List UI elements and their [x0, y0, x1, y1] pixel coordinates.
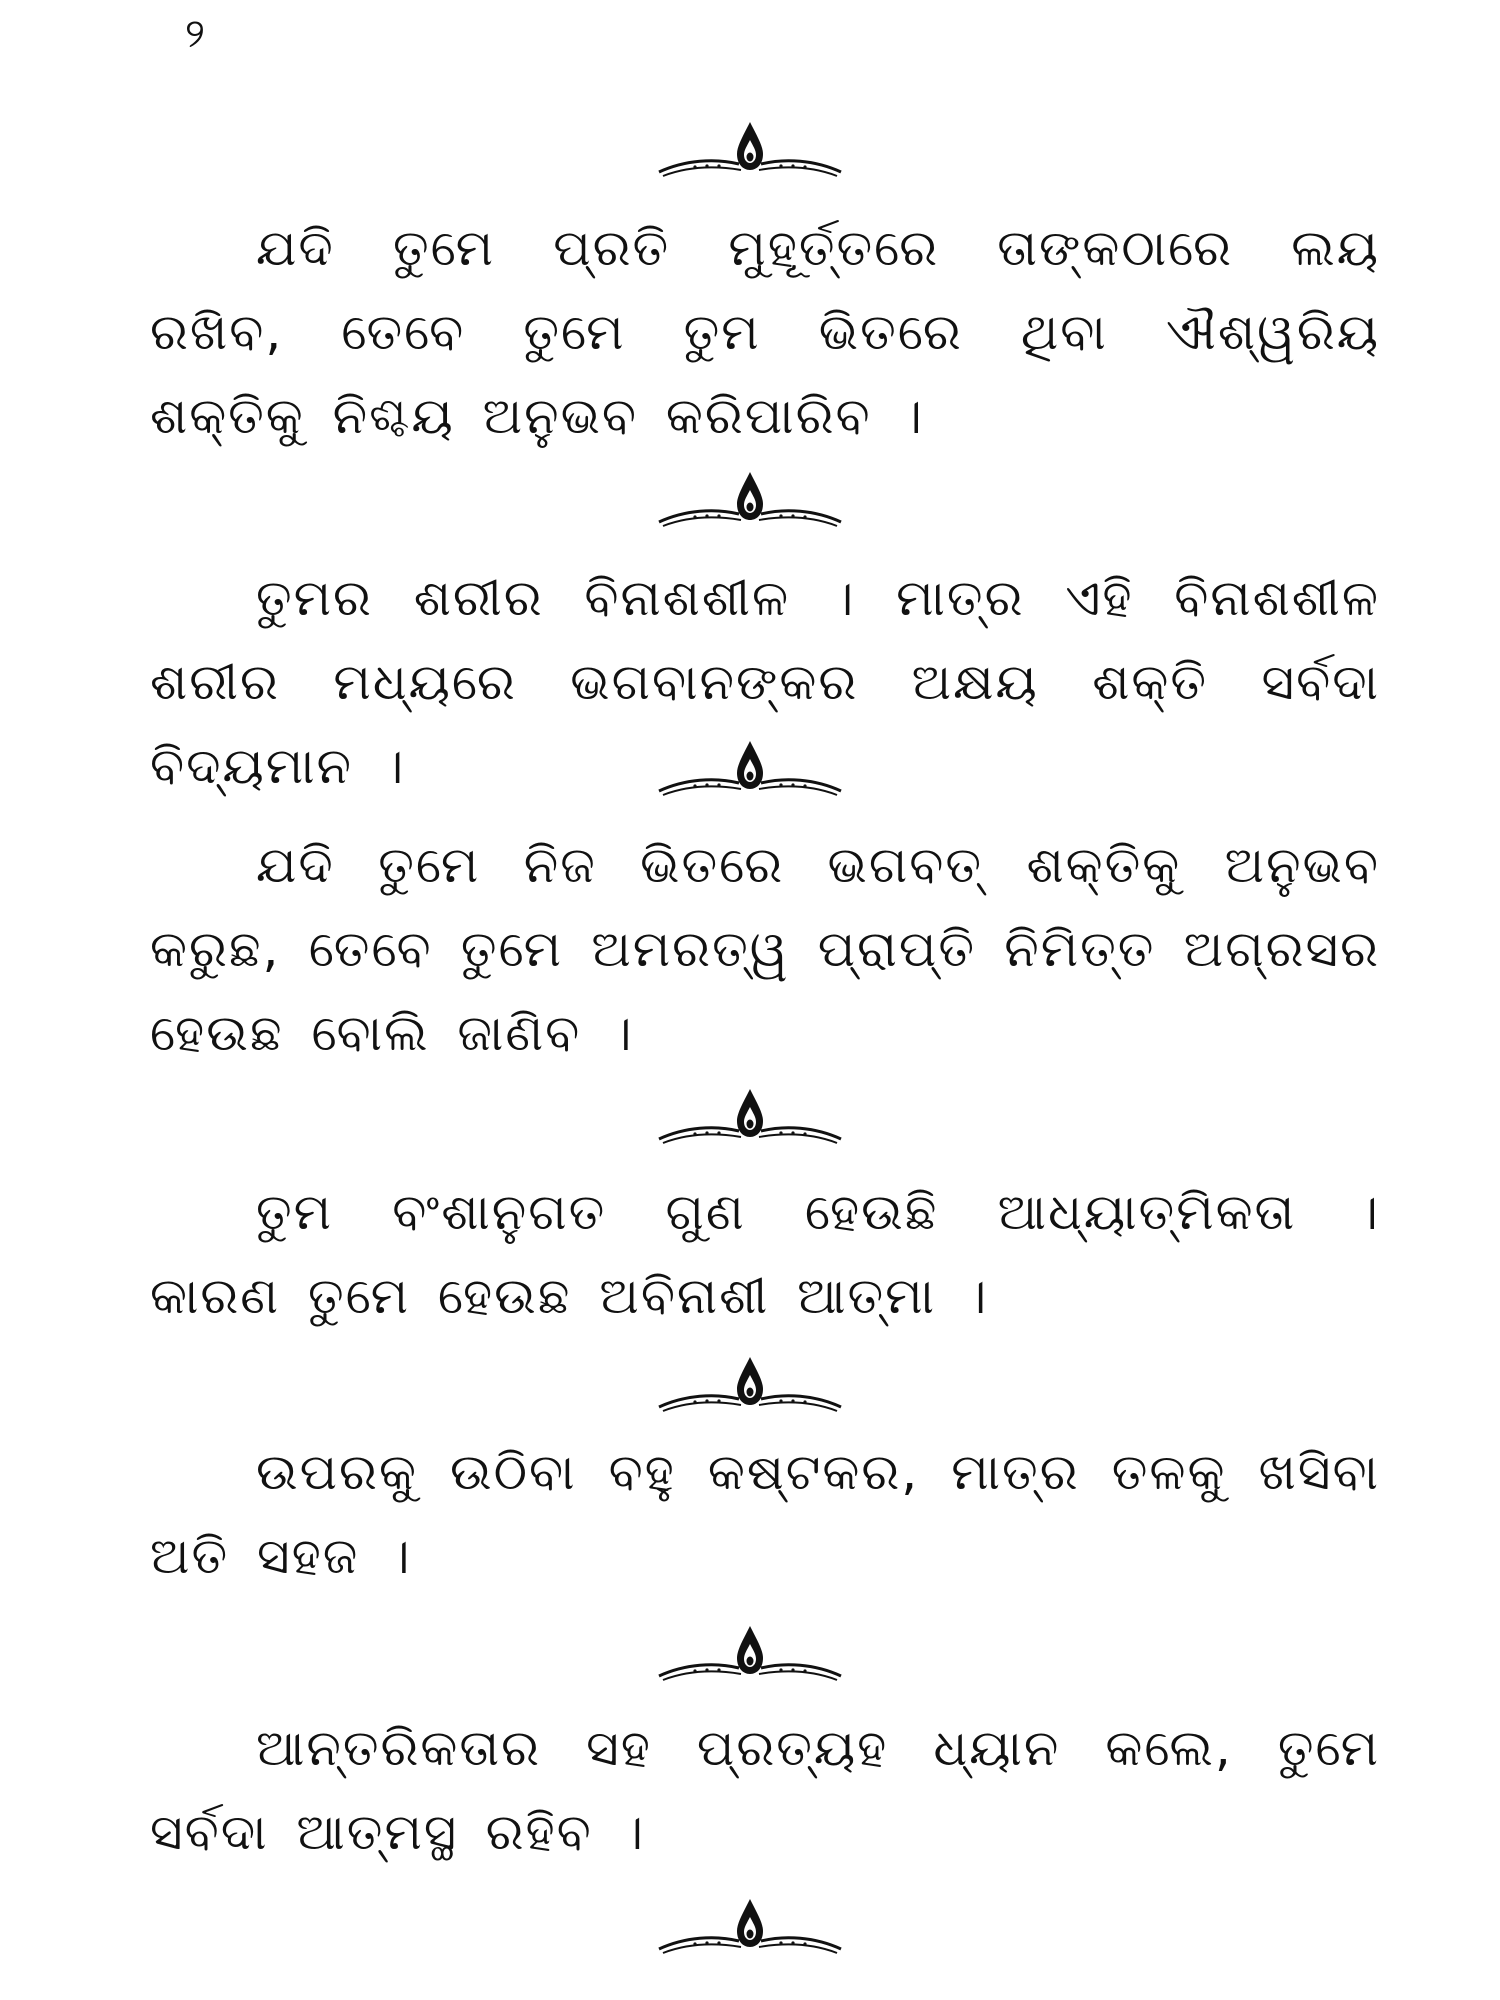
- ornament-divider-4: [0, 1085, 1500, 1157]
- paragraph-4: ତୁମ ବଂଶାନୁଗତ ଗୁଣ ହେଉଛି ଆଧ୍ୟାତ୍ମିକତା । କାରଣ ତୁମେ ହେଉଛ ଅବିନାଶୀ ଆତ୍ମା ।: [150, 1183, 1380, 1325]
- flourish-icon: [655, 737, 845, 809]
- page-number: ୨: [185, 11, 205, 57]
- paragraph-2: ତୁମର ଶରୀର ବିନାଶଶୀଳ । ମାତ୍ର ଏହି ବିନାଶଶୀଳ ଶରୀର ମଧ୍ୟରେ ଭଗବାନଙ୍କର ଅକ୍ଷୟ ଶକ୍ତି ସର୍ବଦା ବିଦ୍ୟମାନ ।: [150, 569, 1380, 795]
- ornament-divider-2: [0, 468, 1500, 540]
- ornament-divider-5: [0, 1353, 1500, 1425]
- paragraph-3: ଯଦି ତୁମେ ନିଜ ଭିତରେ ଭଗବତ୍ ଶକ୍ତିକୁ ଅନୁଭବ କରୁଛ, ତେବେ ତୁମେ ଅମରତ୍ୱ ପ୍ରାପ୍ତି ନିମିତ୍ତ ଅଗ୍ରସର ହେଉଛ ବୋଲି ଜାଣିବ ।: [150, 836, 1380, 1062]
- flourish-icon: [655, 1085, 845, 1157]
- paragraph-6: ଆନ୍ତରିକତାର ସହ ପ୍ରତ୍ୟହ ଧ୍ୟାନ କଲେ, ତୁମେ ସର୍ବଦା ଆତ୍ମସ୍ଥ ରହିବ ।: [150, 1719, 1380, 1861]
- ornament-divider-3: [0, 737, 1500, 809]
- flourish-icon: [655, 118, 845, 190]
- flourish-icon: [655, 1622, 845, 1694]
- paragraph-5: ଉପରକୁ ଉଠିବା ବହୁ କଷ୍ଟକର, ମାତ୍ର ତଳକୁ ଖସିବା ଅତି ସହଜ ।: [150, 1443, 1380, 1585]
- flourish-icon: [655, 1353, 845, 1425]
- ornament-divider-6: [0, 1622, 1500, 1694]
- ornament-divider-1: [0, 118, 1500, 190]
- ornament-divider-7: [0, 1895, 1500, 1967]
- flourish-icon: [655, 468, 845, 540]
- flourish-icon: [655, 1895, 845, 1967]
- paragraph-1: ଯଦି ତୁମେ ପ୍ରତି ମୁହୂର୍ତ୍ତରେ ତାଙ୍କଠାରେ ଲୟ ରଖିବ, ତେବେ ତୁମେ ତୁମ ଭିତରେ ଥିବା ଐଶ୍ୱରିୟ ଶକ୍ତିକୁ ନିଶ୍ଚୟ ଅନୁଭବ କରିପାରିବ ।: [150, 219, 1380, 445]
